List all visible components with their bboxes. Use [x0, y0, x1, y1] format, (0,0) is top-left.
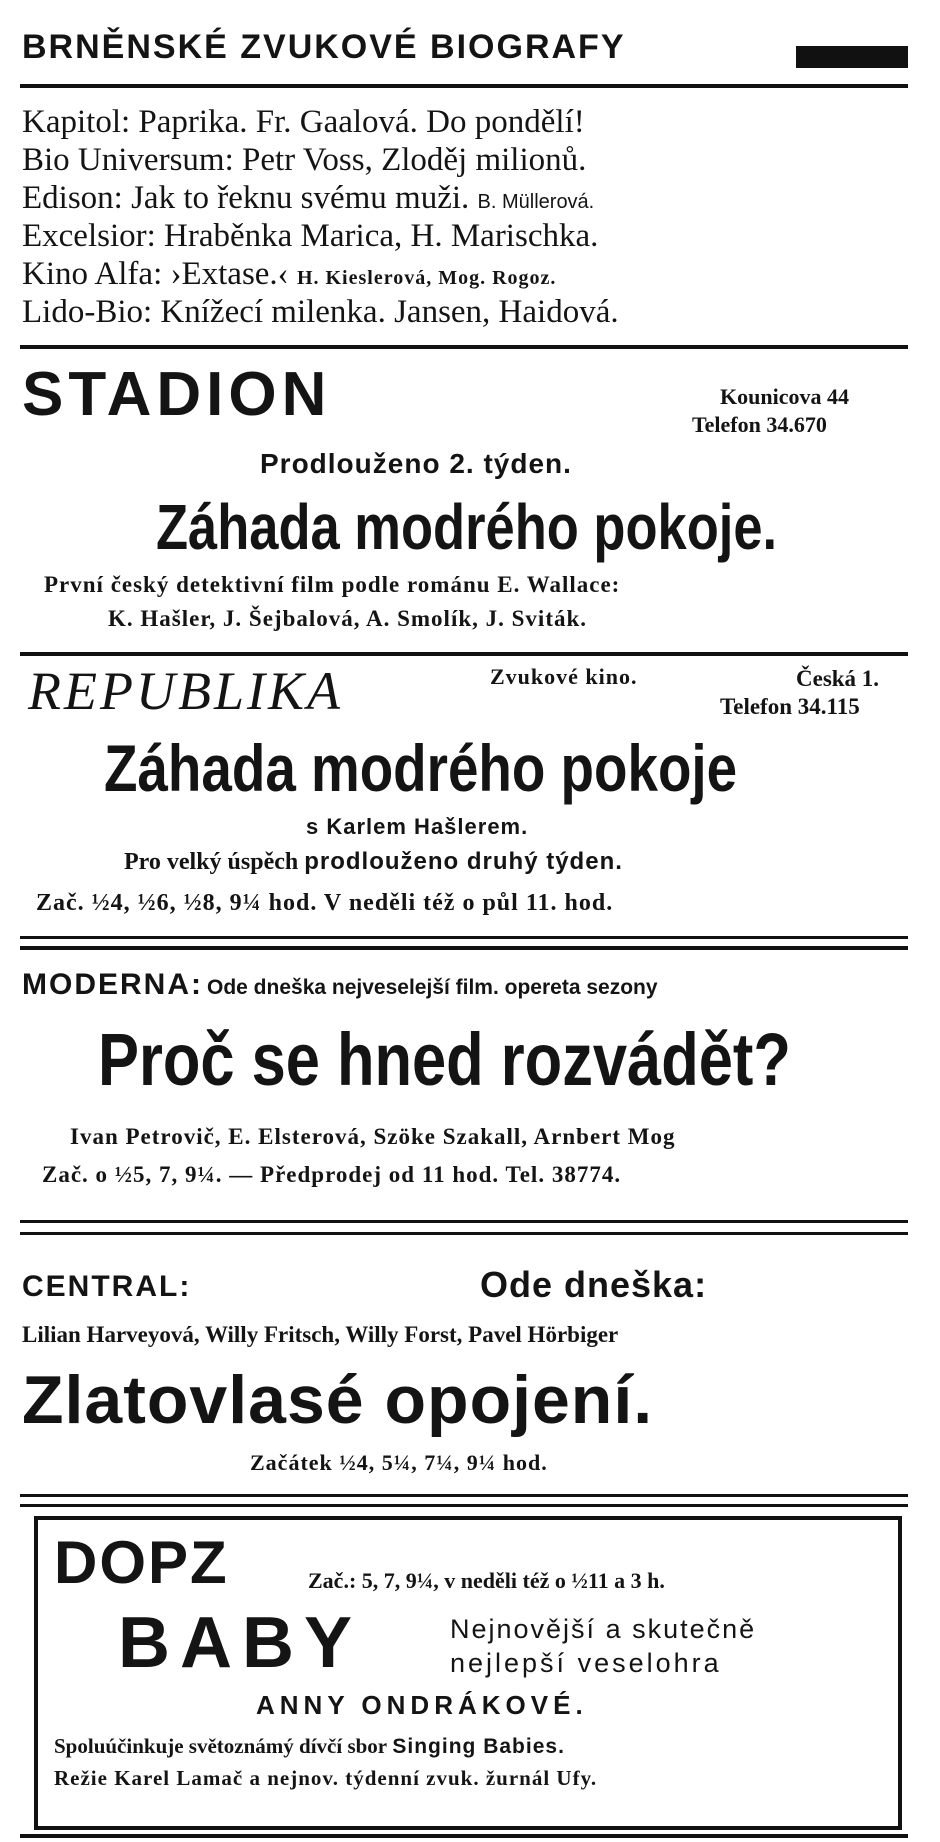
republika-address: Česká 1.	[796, 666, 880, 691]
stadion-desc-line2: K. Hašler, J. Šejbalová, A. Smolík, J. Sviták.	[108, 606, 588, 631]
rule	[20, 946, 908, 950]
moderna-name: MODERNA:	[22, 968, 203, 1001]
republika-success	[124, 848, 623, 876]
stadion-name: STADION	[22, 360, 332, 429]
listing-text: Jak to řeknu svému muži.	[131, 180, 470, 216]
dopz-line1	[54, 1734, 565, 1759]
listing-edison	[22, 180, 594, 220]
listing-text: Paprika. Fr. Gaalová. Do pondělí!	[138, 104, 585, 140]
listing-universum	[22, 142, 586, 178]
rule	[20, 345, 908, 349]
listing-cinema: Kino Alfa:	[22, 256, 163, 292]
newspaper-ad-page	[20, 0, 920, 1842]
rule	[20, 1504, 908, 1507]
rule	[20, 1232, 908, 1235]
success-text: Pro velký úspěch	[124, 849, 299, 875]
dopz-times: Zač.: 5, 7, 9¼, v neděli též o ½11 a 3 h.	[308, 1568, 665, 1593]
dopz-blurb-line2: nejlepší veselohra	[450, 1648, 722, 1678]
stadion-desc-line1: První český detektivní film podle románu E. Wallace:	[44, 572, 621, 597]
listing-text: Hraběnka Marica, H. Marischka.	[164, 218, 599, 254]
listing-small: H. Kieslerová, Mog. Rogoz.	[296, 267, 557, 289]
listing-cinema: Excelsior:	[22, 218, 156, 254]
central-film-title: Zlatovlasé opojení.	[22, 1362, 654, 1438]
republika-phone: Telefon 34.115	[720, 694, 860, 719]
republika-kind: Zvukové kino.	[490, 664, 638, 689]
listing-text: Knížecí milenka. Jansen, Haidová.	[160, 294, 619, 330]
dopz-line2: Režie Karel Lamač a nejnov. týdenní zvuk. žurnál Ufy.	[54, 1766, 598, 1790]
listing-lido	[22, 294, 619, 330]
success-extended: prodlouženo druhý týden.	[304, 848, 623, 875]
dopz-line1-highlight: Singing Babies.	[392, 1735, 565, 1758]
moderna-times: Zač. o ½5, 7, 9¼. — Předprodej od 11 hod. Tel. 38774.	[42, 1162, 622, 1187]
header-title: BRNĚNSKÉ ZVUKOVÉ BIOGRAFY	[22, 28, 626, 66]
listing-cinema: Edison:	[22, 180, 123, 216]
stadion-extended: Prodlouženo 2. týden.	[260, 448, 572, 479]
rule	[20, 1834, 908, 1838]
rule	[20, 1220, 908, 1223]
listing-text: Petr Voss, Zloděj milionů.	[242, 142, 587, 178]
dopz-name: DOPZ	[54, 1529, 229, 1596]
central-cast: Lilian Harveyová, Willy Fritsch, Willy Forst, Pavel Hörbiger	[22, 1322, 619, 1347]
moderna-film-title: Proč se hned rozvádět?	[98, 1018, 791, 1101]
stadion-address: Kounicova 44	[720, 384, 849, 409]
listing-kapitol	[22, 104, 585, 140]
republika-times: Zač. ½4, ½6, ½8, 9¼ hod. V neděli též o půl 11. hod.	[36, 890, 614, 916]
header-black-bar	[796, 46, 908, 68]
listing-cinema: Lido-Bio:	[22, 294, 153, 330]
listing-cinema: Bio Universum:	[22, 142, 234, 178]
moderna-header	[22, 968, 658, 1002]
rule	[20, 1494, 908, 1497]
rule	[20, 936, 908, 939]
republika-with: s Karlem Hašlerem.	[306, 814, 529, 839]
dopz-star: ANNY ONDRÁKOVÉ.	[256, 1690, 588, 1720]
rule	[20, 84, 908, 88]
listing-cinema: Kapitol:	[22, 104, 131, 140]
listing-text: ›Extase.‹	[170, 256, 289, 292]
republika-film-title: Záhada modrého pokoje	[104, 731, 738, 805]
rule	[20, 652, 908, 656]
stadion-phone: Telefon 34.670	[692, 412, 827, 437]
listing-excelsior	[22, 218, 598, 254]
moderna-cast: Ivan Petrovič, E. Elsterová, Szöke Szakall, Arnbert Mog	[70, 1124, 676, 1149]
moderna-tagline: Ode dneška nejveselejší film. opereta sezony	[207, 976, 658, 999]
dopz-film-title: BABY	[118, 1603, 363, 1683]
central-times: Začátek ½4, 5¼, 7¼, 9¼ hod.	[250, 1450, 548, 1475]
listing-alfa	[22, 256, 556, 296]
central-from-today: Ode dneška:	[480, 1264, 708, 1305]
central-name: CENTRAL:	[22, 1270, 192, 1303]
republika-name: REPUBLIKA	[28, 661, 343, 721]
listing-small: B. Müllerová.	[477, 191, 595, 213]
dopz-blurb-line1: Nejnovější a skutečně	[450, 1614, 757, 1644]
dopz-line1-text: Spoluúčinkuje světoznámý dívčí sbor	[54, 1734, 388, 1758]
stadion-film-title: Záhada modrého pokoje.	[156, 491, 778, 563]
